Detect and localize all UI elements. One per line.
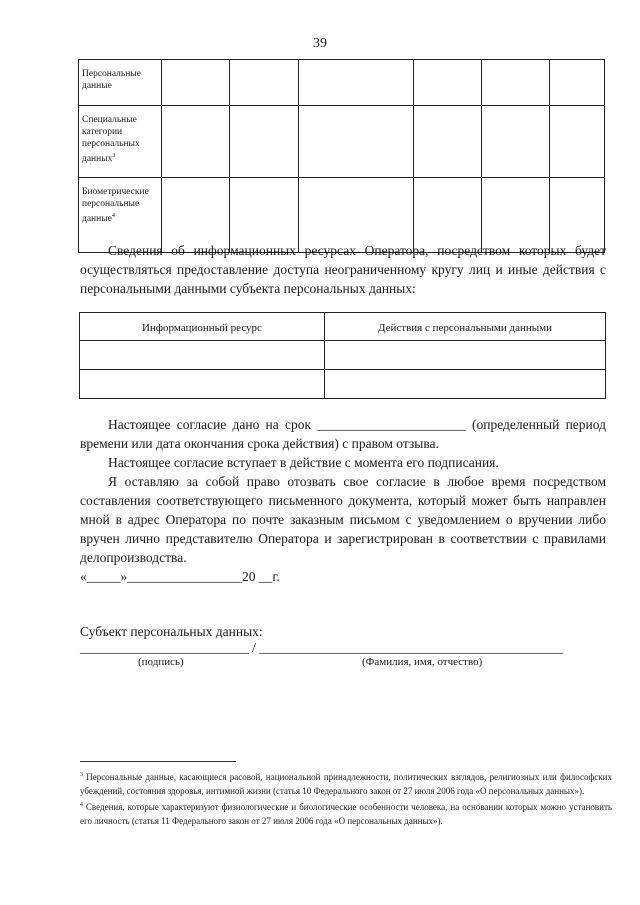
page-number: 39 <box>313 36 327 51</box>
term-paragraph: Настоящее согласие дано на срок ______________________ (определенный период времени или дата окончания срока действия) с правом отзыва. <box>80 417 606 451</box>
row-label: Персональные данные <box>79 60 162 106</box>
column-header: Информационный ресурс <box>80 313 325 341</box>
table-header-row <box>80 313 606 341</box>
footnote-mark: 3 <box>112 153 116 159</box>
effective-paragraph: Настоящее согласие вступает в действие с момента его подписания. <box>108 455 499 470</box>
personal-data-table <box>78 59 605 253</box>
consent-terms <box>80 415 606 567</box>
revoke-paragraph: Я оставляю за собой право отозвать свое согласие в любое время посредством составления соответствующего письменного документа, который может быть направлен мной в адрес Оператора по почте заказным письмом с уведомлением о вручении либо вручен лично представителю Оператора и зарегистрирован в соответствии с правилами делопроизводства. <box>80 474 606 565</box>
signature-line: _________________________ / _____________________________________________ <box>80 640 564 655</box>
date-line: «_____»_________________20 __г. <box>80 569 280 584</box>
subject-label: Субъект персональных данных: <box>80 624 263 639</box>
table-row <box>79 106 605 178</box>
table-row <box>80 341 606 370</box>
signature-caption: (подпись) <box>138 656 184 668</box>
table-row <box>79 60 605 106</box>
footnote-divider <box>80 761 236 762</box>
resources-paragraph: Сведения об информационных ресурсах Оператора, посредством которых будет осуществляться предоставление доступа неограниченному кругу лиц и иные действия с персональными данными субъекта персональных данных: <box>80 243 606 296</box>
row-label: Специальные категории персональных данных$^3$ <box>79 106 162 178</box>
footnote: $^3$ Персональные данные, касающиеся расовой, национальной принадлежности, политических взглядов, религиозных или философских убеждений, состояния здоровья, интимной жизни (статья 10 Федерального закон от 27 июля 2006 года «О персональных данных»). <box>80 772 612 796</box>
row-label: Биометрические персональные данные$^4$ <box>79 178 162 253</box>
footnotes <box>80 768 612 828</box>
resources-table <box>79 312 606 399</box>
footnote: $^4$ Сведения, которые характеризуют физиологические и биологические особенности человека, на основании которых можно установить его личность (статья 11 Федерального закон от 27 июля 2006 года «О персональных данных»). <box>80 802 612 826</box>
table-row <box>80 370 606 399</box>
column-header: Действия с персональными данными <box>325 313 606 341</box>
footnote-mark: 4 <box>111 213 115 219</box>
fio-caption: (Фамилия, имя, отчество) <box>362 656 483 668</box>
